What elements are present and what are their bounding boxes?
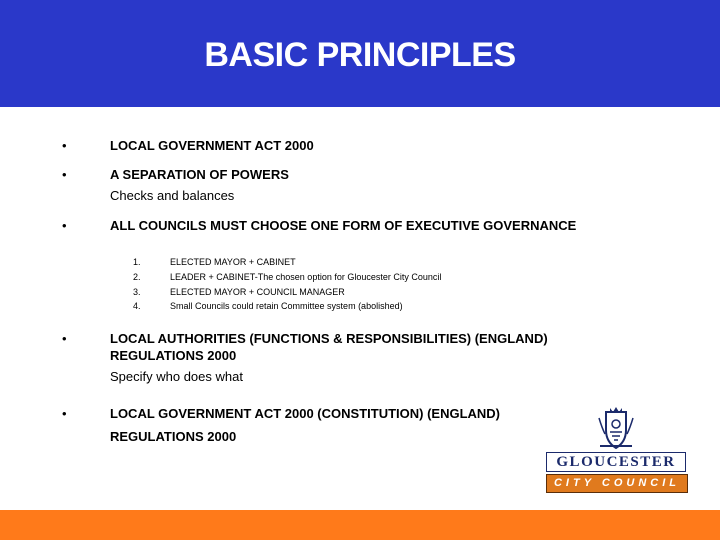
subitem-number: 2. bbox=[133, 272, 141, 282]
bullet-local-government-act: LOCAL GOVERNMENT ACT 2000 bbox=[110, 138, 314, 153]
bullet-marker: • bbox=[62, 406, 67, 421]
bullet-local-authorities-line1: LOCAL AUTHORITIES (FUNCTIONS & RESPONSIBILITIES) (ENGLAND) bbox=[110, 331, 548, 346]
bullet-separation-of-powers: A SEPARATION OF POWERS bbox=[110, 167, 289, 182]
council-wordmark: GLOUCESTER bbox=[546, 452, 686, 472]
subitem-text: ELECTED MAYOR + CABINET bbox=[170, 257, 296, 267]
subitem-text: ELECTED MAYOR + COUNCIL MANAGER bbox=[170, 287, 345, 297]
subitem-text: Small Councils could retain Committee system (abolished) bbox=[170, 301, 403, 311]
footer-bar bbox=[0, 510, 720, 540]
subitem-number: 1. bbox=[133, 257, 141, 267]
bullet-local-authorities-line2: REGULATIONS 2000 bbox=[110, 348, 237, 363]
bullet-marker: • bbox=[62, 331, 67, 346]
bullet-note-specify: Specify who does what bbox=[110, 369, 243, 384]
bullet-constitution-line2: REGULATIONS 2000 bbox=[110, 429, 237, 444]
bullet-note-checks: Checks and balances bbox=[110, 188, 235, 203]
bullet-marker: • bbox=[62, 138, 67, 153]
council-crest-icon bbox=[596, 406, 636, 452]
subitem-text: LEADER + CABINET-The chosen option for Gloucester City Council bbox=[170, 272, 442, 282]
council-subtitle-bar: CITY COUNCIL bbox=[546, 474, 688, 493]
bullet-constitution-line1: LOCAL GOVERNMENT ACT 2000 (CONSTITUTION) (ENGLAND) bbox=[110, 406, 501, 421]
page-title: BASIC PRINCIPLES bbox=[204, 36, 516, 74]
bullet-marker: • bbox=[62, 167, 67, 182]
subitem-number: 4. bbox=[133, 301, 141, 311]
bullet-executive-governance: ALL COUNCILS MUST CHOOSE ONE FORM OF EXECUTIVE GOVERNANCE bbox=[110, 218, 577, 233]
bullet-marker: • bbox=[62, 218, 67, 233]
subitem-number: 3. bbox=[133, 287, 141, 297]
